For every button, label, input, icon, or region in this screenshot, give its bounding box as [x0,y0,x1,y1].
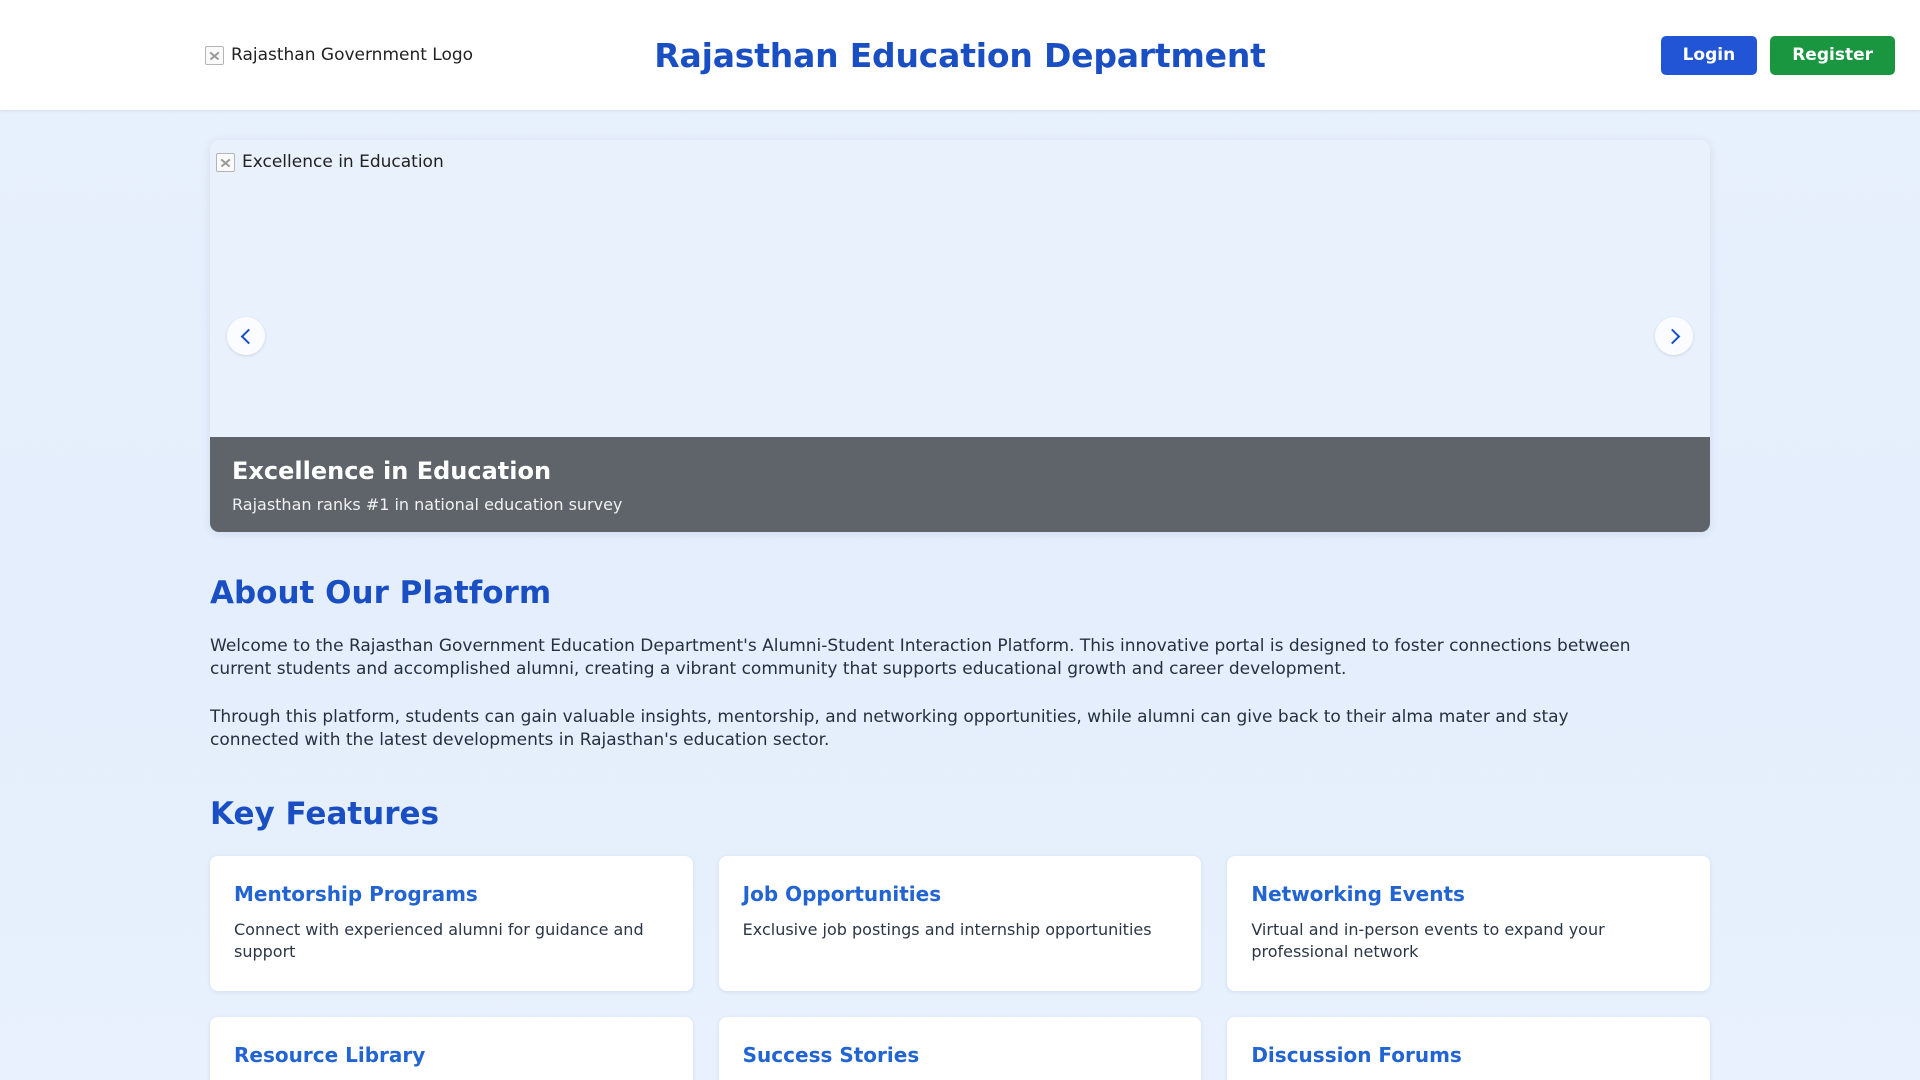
feature-card-text: Virtual and in-person events to expand your professional network [1251,919,1605,961]
register-button[interactable]: Register [1770,36,1895,75]
carousel-slide-image [216,152,444,172]
carousel-caption-title: Excellence in Education [232,457,552,485]
hero-carousel [210,140,1710,532]
logo-alt-text: Rajasthan Government Logo [231,45,474,65]
carousel-prev-button[interactable] [227,317,265,355]
carousel-image-alt-text: Excellence in Education [242,152,444,172]
broken-image-icon [205,46,224,65]
feature-card-title: Discussion Forums [1251,1042,1462,1067]
feature-card-title: Job Opportunities [742,881,942,906]
feature-card-title: Resource Library [234,1042,426,1067]
carousel-next-button[interactable] [1655,317,1693,355]
features-section [210,796,1710,1080]
chevron-right-icon [1664,328,1680,344]
features-heading: Key Features [210,795,440,832]
about-paragraph-1: Welcome to the Rajasthan Government Education Department's Alumni-Student Interaction Platform. This innovative portal is designed to foster connections between current students and accomplished alumni, creating a vibrant community that supports educational growth and career development. [210,636,1631,680]
chevron-left-icon [240,328,256,344]
content-container [210,140,1710,1080]
about-heading: About Our Platform [210,575,552,611]
feature-card[interactable] [210,856,693,991]
feature-card[interactable] [210,1017,693,1080]
site-header [0,0,1920,110]
feature-card-text: Connect with experienced alumni for guidance and support [234,919,644,961]
main-content [0,140,1920,1080]
feature-card-title: Success Stories [742,1042,920,1067]
carousel-caption-subtitle: Rajasthan ranks #1 in national education survey [232,495,623,514]
site-logo [205,45,473,65]
feature-card-text: Exclusive job postings and internship opportunities [742,919,1152,939]
page-title: Rajasthan Education Department [654,35,1266,75]
login-button[interactable]: Login [1661,36,1758,75]
feature-card[interactable] [719,856,1202,991]
about-paragraph-2: Through this platform, students can gain valuable insights, mentorship, and networking opportunities, while alumni can give back to their alma mater and stay connected with the latest developments in Rajasthan's education sector. [210,706,1569,751]
feature-card[interactable] [1227,1017,1710,1080]
feature-card[interactable] [1227,856,1710,991]
header-actions [1661,36,1895,75]
about-section [210,575,1710,753]
carousel-caption [210,437,1710,532]
feature-card-title: Mentorship Programs [234,881,478,906]
feature-card-title: Networking Events [1251,881,1465,906]
feature-card[interactable] [719,1017,1202,1080]
broken-image-icon [216,153,235,172]
features-grid [210,856,1710,1080]
